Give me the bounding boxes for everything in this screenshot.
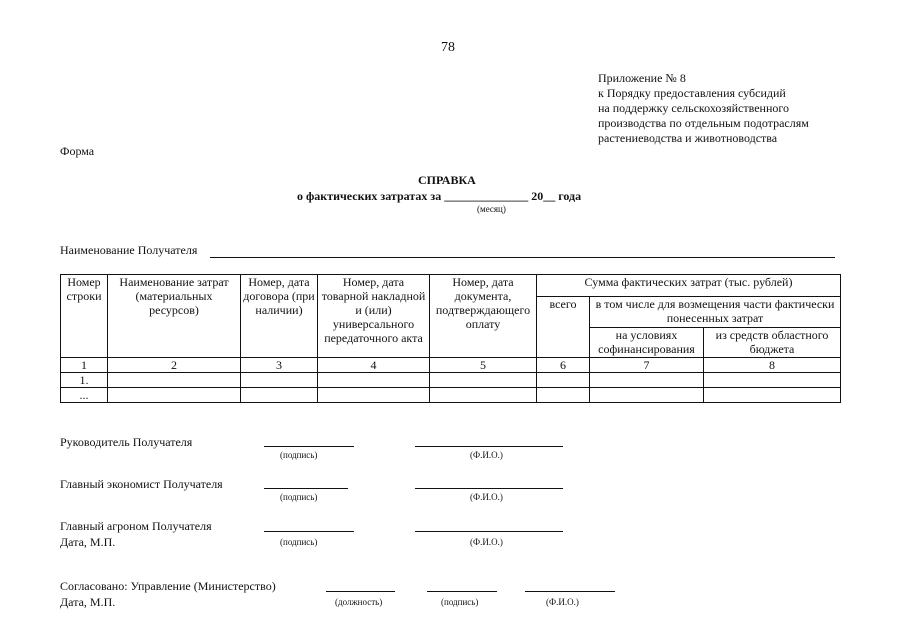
header-row-number: Номер строки [61,275,108,358]
table-cell[interactable] [318,388,430,403]
header-total: всего [537,297,590,358]
table-cell[interactable] [241,373,318,388]
header-cost-name: Наименование затрат (материальных ресурсов) [108,275,241,358]
table-cell[interactable] [318,373,430,388]
column-number: 2 [108,358,241,373]
head-signature-line[interactable] [264,446,354,447]
appendix-line: производства по отдельным подотраслям [598,116,809,130]
head-label: Руководитель Получателя [60,435,193,449]
column-number: 7 [590,358,704,373]
position-caption: (должность) [335,597,383,607]
economist-signature-line[interactable] [264,488,348,489]
column-number: 8 [704,358,841,373]
appendix-block [598,71,809,146]
agronomist-fio-line[interactable] [415,531,563,532]
table-cell[interactable] [537,373,590,388]
recipient-name-line[interactable] [210,257,835,258]
document-title: СПРАВКА [418,173,476,187]
header-invoice: Номер, дата товарной накладной и (или) универсального передаточного акта [318,275,430,358]
column-number: 5 [430,358,537,373]
header-actual-costs-sum: Сумма фактических затрат (тыс. рублей) [537,275,841,297]
signature-caption: (подпись) [280,492,318,502]
economist-label: Главный экономист Получателя [60,477,223,491]
appendix-line: Приложение № 8 [598,71,686,85]
date-mp-label: Дата, М.П. [60,595,116,609]
signature-caption: (подпись) [441,597,479,607]
month-caption: (месяц) [477,204,506,214]
appendix-line: к Порядку предоставления субсидий [598,86,786,100]
head-fio-line[interactable] [415,446,563,447]
signature-caption: (подпись) [280,537,318,547]
agreed-fio-line[interactable] [525,591,615,592]
table-cell[interactable] [590,388,704,403]
row-label: ... [61,388,108,403]
fio-caption: (Ф.И.О.) [470,537,503,547]
table-cell[interactable] [704,388,841,403]
column-number: 3 [241,358,318,373]
recipient-label: Наименование Получателя [60,243,198,257]
table-cell[interactable] [430,373,537,388]
header-cofinancing: на условиях софинансирования [590,328,704,358]
row-label: 1. [61,373,108,388]
table-cell[interactable] [241,388,318,403]
table-cell[interactable] [108,373,241,388]
page-number: 78 [441,40,455,55]
costs-table [60,274,841,403]
table-cell[interactable] [704,373,841,388]
document-subtitle: о фактических затратах за ______________ 20__ года [297,189,582,203]
appendix-line: растениеводства и животноводства [598,131,778,145]
agronomist-label: Главный агроном Получателя [60,519,212,533]
economist-fio-line[interactable] [415,488,563,489]
agreed-position-line[interactable] [326,591,395,592]
column-number: 6 [537,358,590,373]
form-label: Форма [60,144,95,158]
header-reimbursement: в том числе для возмещения части фактически понесенных затрат [590,297,841,328]
date-mp-label: Дата, М.П. [60,535,116,549]
table-cell[interactable] [537,388,590,403]
fio-caption: (Ф.И.О.) [546,597,579,607]
header-payment-document: Номер, дата документа, подтверждающего оплату [430,275,537,358]
table-cell[interactable] [108,388,241,403]
agronomist-signature-line[interactable] [264,531,354,532]
column-number: 4 [318,358,430,373]
agreed-signature-line[interactable] [427,591,497,592]
agreed-label: Согласовано: Управление (Министерство) [60,579,276,593]
header-contract: Номер, дата договора (при наличии) [241,275,318,358]
table-cell[interactable] [590,373,704,388]
fio-caption: (Ф.И.О.) [470,492,503,502]
header-regional-budget: из средств областного бюджета [704,328,841,358]
table-cell[interactable] [430,388,537,403]
fio-caption: (Ф.И.О.) [470,450,503,460]
appendix-line: на поддержку сельскохозяйственного [598,101,790,115]
column-number: 1 [61,358,108,373]
signature-caption: (подпись) [280,450,318,460]
